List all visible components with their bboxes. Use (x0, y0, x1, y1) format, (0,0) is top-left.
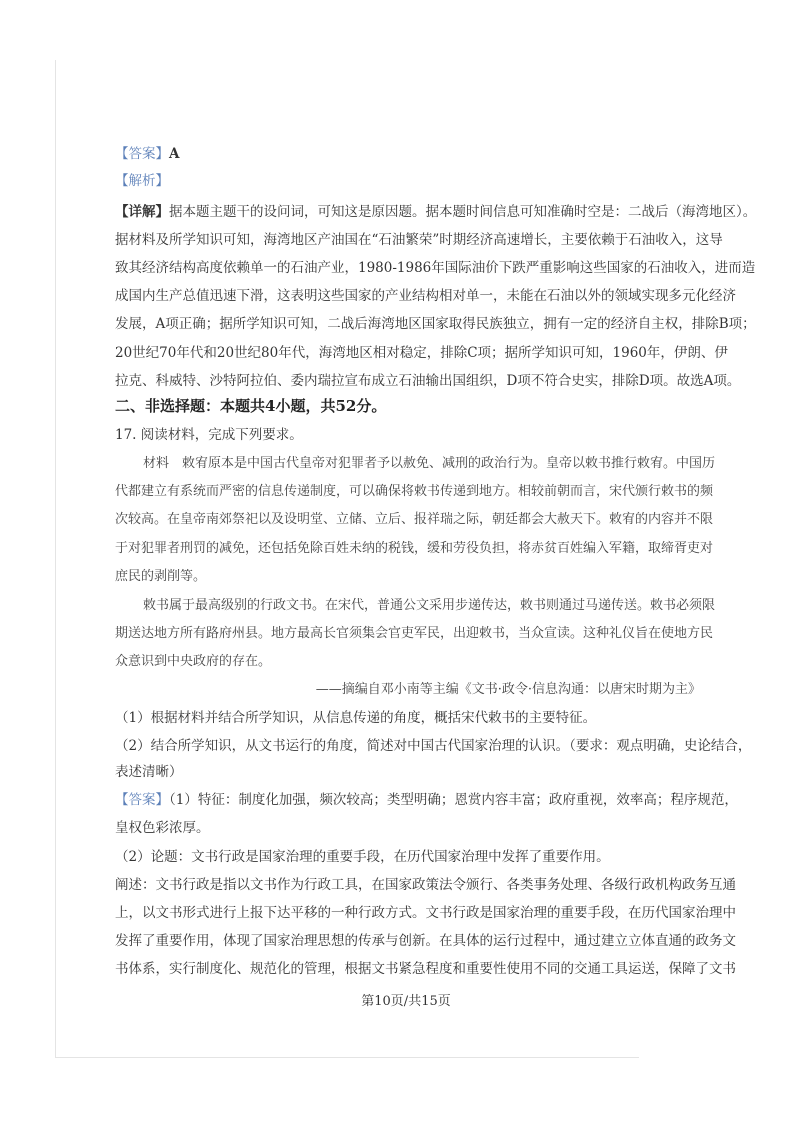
previous-answer (115, 145, 701, 163)
page-number: 第10页/共15页 (361, 994, 451, 1009)
material-source: ——摘编自邓小南等主编《文书·政令·信息沟通：以唐宋时期为主》 (315, 682, 701, 697)
answer-line (115, 791, 738, 809)
material-line: 次较高。在皇帝南郊祭祀以及设明堂、立储、立后、报祥瑞之际，朝廷都会大赦天下。敕宥的内容并不限 (115, 512, 714, 527)
sub-question-1: （1）根据材料并结合所学知识，从信息传递的角度，概括宋代敕书的主要特征。 (115, 710, 597, 726)
sub-question-2-cont: 表述清晰） (115, 764, 183, 780)
question-stem: 17. 阅读材料，完成下列要求。 (115, 427, 303, 443)
answer-value: A (169, 146, 180, 162)
answer-line: 发挥了重要作用，体现了国家治理思想的传承与创新。在具体的运行过程中，通过建立立体直通的政务文 (115, 933, 736, 949)
detail-tag: 【详解】 (115, 204, 169, 220)
detail-line: 致其经济结构高度依赖单一的石油产业，1980-1986年国际油价下跌严重影响这些国家的石油收入，进而造 (115, 260, 756, 276)
detail-line: 据材料及所学知识可知，海湾地区产油国在“石油繁荣”时期经济高速增长，主要依赖于石油收入，这导 (115, 232, 723, 248)
sub-question-2: （2）结合所学知识，从文书运行的角度，简述对中国古代国家治理的认识。（要求：观点明确，史论结合， (115, 738, 752, 754)
material-line: 庶民的剥削等。 (115, 569, 207, 584)
answer-line: 阐述：文书行政是指以文书作为行政工具，在国家政策法令颁行、各类事务处理、各级行政机构政务互通 (115, 877, 736, 893)
answer-tag: 【答案】 (115, 146, 169, 162)
answer-line: （2）论题：文书行政是国家治理的重要手段，在历代国家治理中发挥了重要作用。 (115, 849, 610, 865)
material-line: 众意识到中央政府的存在。 (115, 654, 272, 669)
material-line: 于对犯罪者刑罚的减免，还包括免除百姓未纳的税钱，缓和劳役负担，将赤贫百姓编入军籍，取缔胥吏对 (115, 541, 714, 556)
answer-line: 上，以文书形式进行上报下达平移的一种行政方式。文书行政是国家治理的重要手段，在历代国家治理中 (115, 905, 736, 921)
section-heading: 二、非选择题：本题共4小题，共52分。 (115, 397, 387, 415)
material-line: 代都建立有系统而严密的信息传递制度，可以确保将敕书传递到地方。相较前朝而言，宋代颁行敕书的频 (115, 484, 714, 499)
analysis-tag: 【解析】 (115, 173, 169, 189)
detail-line: 发展，A项正确；据所学知识可知，二战后海湾地区国家取得民族独立，拥有一定的经济自主权，排除B项； (115, 316, 756, 332)
answer-text: （1）特征：制度化加强，频次较高；类型明确；恩赏内容丰富；政府重视，效率高；程序规范， (169, 792, 738, 808)
detail-line (115, 203, 757, 221)
material-line: 敕书属于最高级别的行政文书。在宋代，普通公文采用步递传达，敕书则通过马递传送。敕书必须限 (143, 598, 716, 613)
answer-tag: 【答案】 (115, 792, 169, 808)
answer-line: 皇权色彩浓厚。 (115, 820, 210, 836)
material-line: 材料 敕宥原本是中国古代皇帝对犯罪者予以赦免、减刑的政治行为。皇帝以敕书推行敕宥。中国历 (143, 456, 716, 471)
detail-line: 拉克、科威特、沙特阿拉伯、委内瑞拉宣布成立石油输出国组织，D项不符合史实，排除D项。故选A项。 (115, 373, 741, 389)
detail-text: 据本题主题干的设问词，可知这是原因题。据本题时间信息可知准确时空是：二战后（海湾地区）。 (169, 204, 757, 220)
detail-line: 成国内生产总值迅速下滑，这表明这些国家的产业结构相对单一，未能在石油以外的领域实现多元化经济 (115, 288, 736, 304)
answer-line: 书体系，实行制度化、规范化的管理，根据文书紧急程度和重要性使用不同的交通工具运送，保障了文书 (115, 961, 736, 977)
material-line: 期送达地方所有路府州县。地方最高长官须集会官吏军民，出迎敕书，当众宣读。这种礼仪旨在使地方民 (115, 626, 714, 641)
detail-line: 20世纪70年代和20世纪80年代，海湾地区相对稳定，排除C项；据所学知识可知，1960年，伊朗、伊 (115, 345, 728, 361)
